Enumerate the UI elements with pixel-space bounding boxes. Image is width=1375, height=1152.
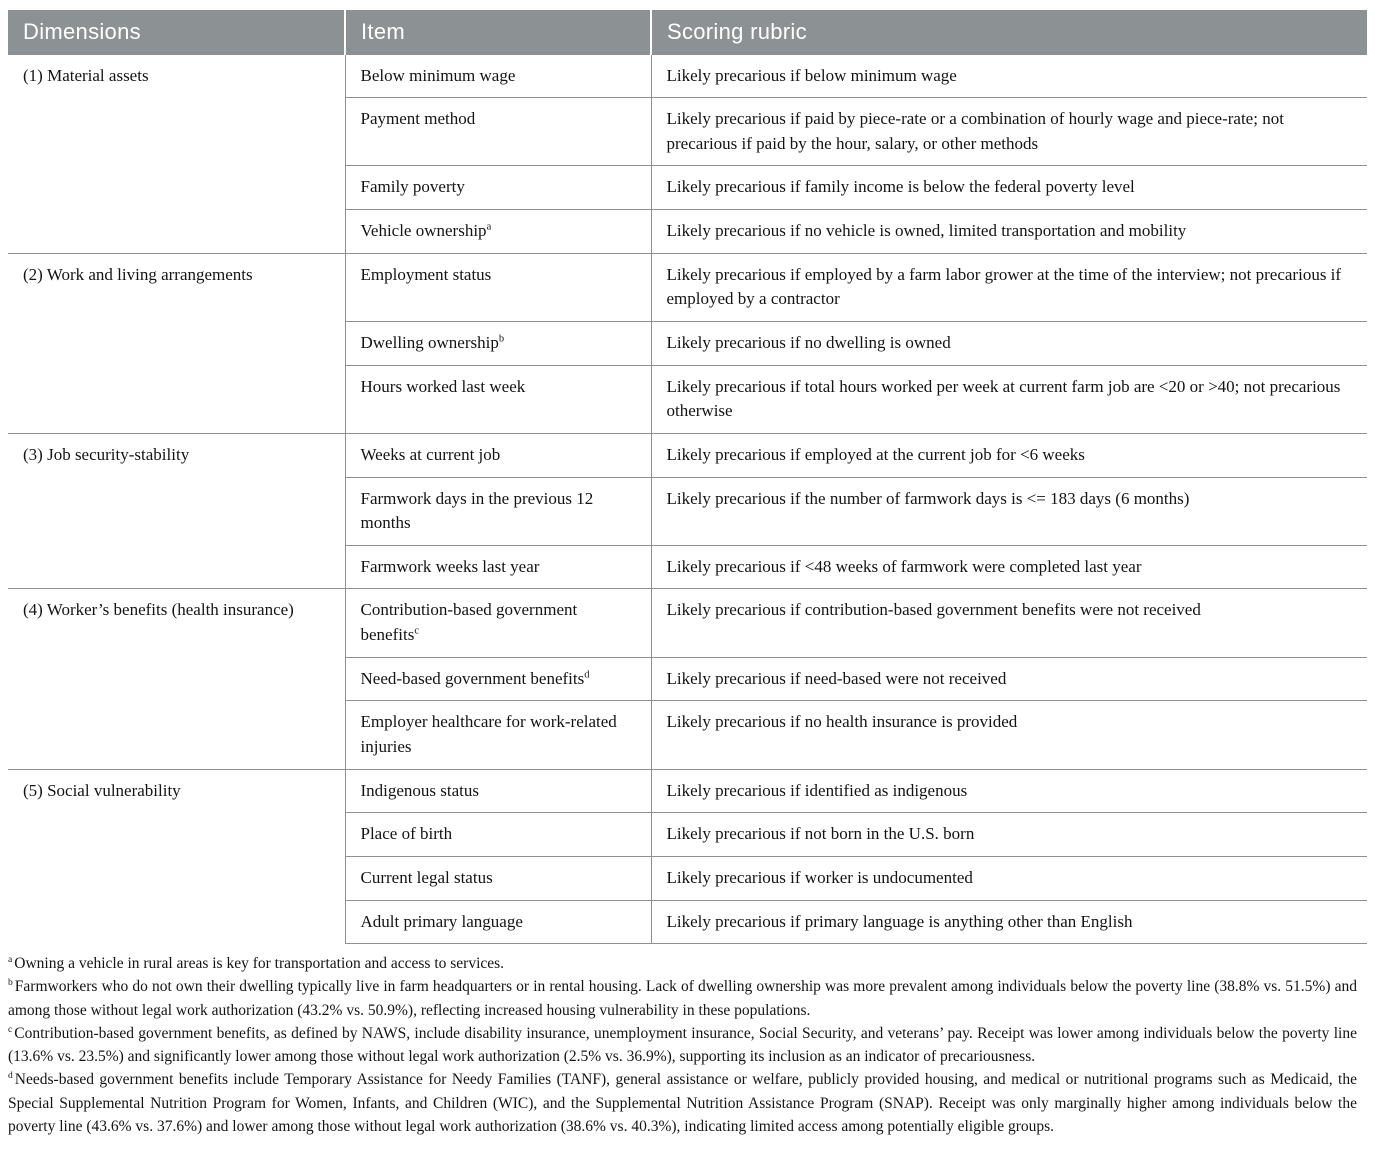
item-cell (345, 210, 651, 254)
rubric-cell: Likely precarious if no vehicle is owned, limited transportation and mobility (651, 210, 1367, 254)
footnote-text: Contribution-based government benefits, as defined by NAWS, include disability insurance, unemployment insurance, Social Security, and veterans’ pay. Receipt was lower among individuals below the poverty line (13.6% vs. 23.5%) and significantly lower among those without legal work authorization (2.5% vs. 36.9%), supporting its inclusion as an indicator of precariousness. (8, 1024, 1357, 1066)
footnote-text: Needs-based government benefits include Temporary Assistance for Needy Families (TANF), general assistance or welfare, publicly provided housing, and medical or nutritional programs such as Medicaid, the Special Supplemental Nutrition Program for Women, Infants, and Children (WIC), and the Supplemental Nutrition Assistance Program (SNAP). Receipt was only marginally higher among individuals below the poverty line (43.6% vs. 37.6%) and lower among those without legal work authorization (38.6% vs. 40.3%), indicating limited access among potentially eligible groups. (8, 1071, 1357, 1135)
item-label: Hours worked last week (360, 376, 526, 396)
item-cell (345, 365, 651, 433)
item-cell (345, 856, 651, 900)
item-label: Current legal status (360, 867, 493, 887)
column-header-dimensions: Dimensions (8, 10, 345, 54)
rubric-cell: Likely precarious if worker is undocumented (651, 856, 1367, 900)
item-cell (345, 769, 651, 813)
footnote-text: Farmworkers who do not own their dwelling typically live in farm headquarters or in rental housing. Lack of dwelling ownership was more prevalent among individuals below the poverty line (38.8% vs. 51.5%) and among those without legal work authorization (43.2% vs. 50.9%), reflecting increased housing vulnerability in these populations. (8, 978, 1357, 1019)
footnote-marker: a (8, 954, 13, 966)
item-label: Indigenous status (360, 780, 480, 800)
footnote-d (8, 1068, 1357, 1138)
item-cell (345, 321, 651, 365)
footnote-marker: b (8, 977, 13, 989)
item-cell (345, 701, 651, 769)
item-label: Need-based government benefits (360, 668, 585, 688)
column-header-scoring-rubric: Scoring rubric (651, 10, 1367, 54)
table-header (8, 10, 1367, 54)
item-cell (345, 900, 651, 944)
dimension-cell: (3) Job security-stability (8, 433, 345, 589)
footnote-marker: d (584, 669, 590, 681)
item-cell (345, 589, 651, 657)
table-row (8, 589, 1367, 657)
item-cell (345, 657, 651, 701)
item-cell (345, 98, 651, 166)
rubric-cell: Likely precarious if no health insurance is provided (651, 701, 1367, 769)
item-label: Farmwork days in the previous 12 months (360, 488, 594, 533)
footnote-marker: a (486, 221, 492, 233)
footnote-marker: c (8, 1023, 13, 1035)
rubric-cell: Likely precarious if total hours worked per week at current farm job are <20 or >40; not precarious otherwise (651, 365, 1367, 433)
rubric-cell: Likely precarious if need-based were not received (651, 657, 1367, 701)
rubric-cell: Likely precarious if not born in the U.S. born (651, 813, 1367, 857)
item-label: Farmwork weeks last year (360, 556, 540, 576)
footnote-text: Owning a vehicle in rural areas is key for transportation and access to services. (14, 955, 505, 973)
dimension-cell: (4) Worker’s benefits (health insurance) (8, 589, 345, 769)
footnote-marker: b (498, 333, 505, 345)
rubric-cell: Likely precarious if paid by piece-rate or a combination of hourly wage and piece-rate; not precarious if paid by the hour, salary, or other methods (651, 98, 1367, 166)
table-row (8, 54, 1367, 98)
rubric-cell: Likely precarious if employed by a farm labor grower at the time of the interview; not precarious if employed by a contractor (651, 253, 1367, 321)
item-label: Payment method (360, 109, 476, 129)
rubric-cell: Likely precarious if no dwelling is owned (651, 321, 1367, 365)
footnotes (8, 952, 1367, 1138)
rubric-cell: Likely precarious if the number of farmwork days is <= 183 days (6 months) (651, 477, 1367, 545)
rubric-cell: Likely precarious if employed at the current job for <6 weeks (651, 433, 1367, 477)
item-label: Employment status (360, 264, 492, 284)
item-label: Below minimum wage (360, 65, 516, 85)
table-row (8, 253, 1367, 321)
dimension-cell: (1) Material assets (8, 54, 345, 253)
column-header-item: Item (345, 10, 651, 54)
item-label: Family poverty (360, 177, 465, 197)
footnote-c (8, 1022, 1357, 1069)
item-label: Vehicle ownership (360, 221, 487, 241)
item-cell (345, 813, 651, 857)
item-label: Weeks at current job (360, 444, 501, 464)
dimension-cell: (2) Work and living arrangements (8, 253, 345, 433)
item-label: Place of birth (360, 824, 453, 844)
item-cell (345, 477, 651, 545)
item-label: Dwelling ownership (360, 332, 499, 352)
item-cell (345, 433, 651, 477)
table-body (8, 54, 1367, 944)
scoring-rubric-table (8, 10, 1367, 944)
dimension-cell: (5) Social vulnerability (8, 769, 345, 944)
item-cell (345, 54, 651, 98)
rubric-cell: Likely precarious if below minimum wage (651, 54, 1367, 98)
table-row (8, 769, 1367, 813)
item-label: Contribution-based government benefits (360, 600, 578, 645)
rubric-cell: Likely precarious if contribution-based government benefits were not received (651, 589, 1367, 657)
rubric-cell: Likely precarious if identified as indigenous (651, 769, 1367, 813)
footnote-marker: c (414, 625, 420, 637)
table-header-row (8, 10, 1367, 54)
item-label: Employer healthcare for work-related injuries (360, 712, 617, 757)
rubric-cell: Likely precarious if family income is below the federal poverty level (651, 166, 1367, 210)
footnote-marker: d (8, 1070, 13, 1082)
table-row (8, 433, 1367, 477)
item-cell (345, 253, 651, 321)
footnote-a (8, 952, 1357, 975)
item-label: Adult primary language (360, 911, 523, 931)
rubric-cell: Likely precarious if primary language is anything other than English (651, 900, 1367, 944)
item-cell (345, 545, 651, 589)
footnote-b (8, 975, 1357, 1022)
item-cell (345, 166, 651, 210)
rubric-cell: Likely precarious if <48 weeks of farmwork were completed last year (651, 545, 1367, 589)
